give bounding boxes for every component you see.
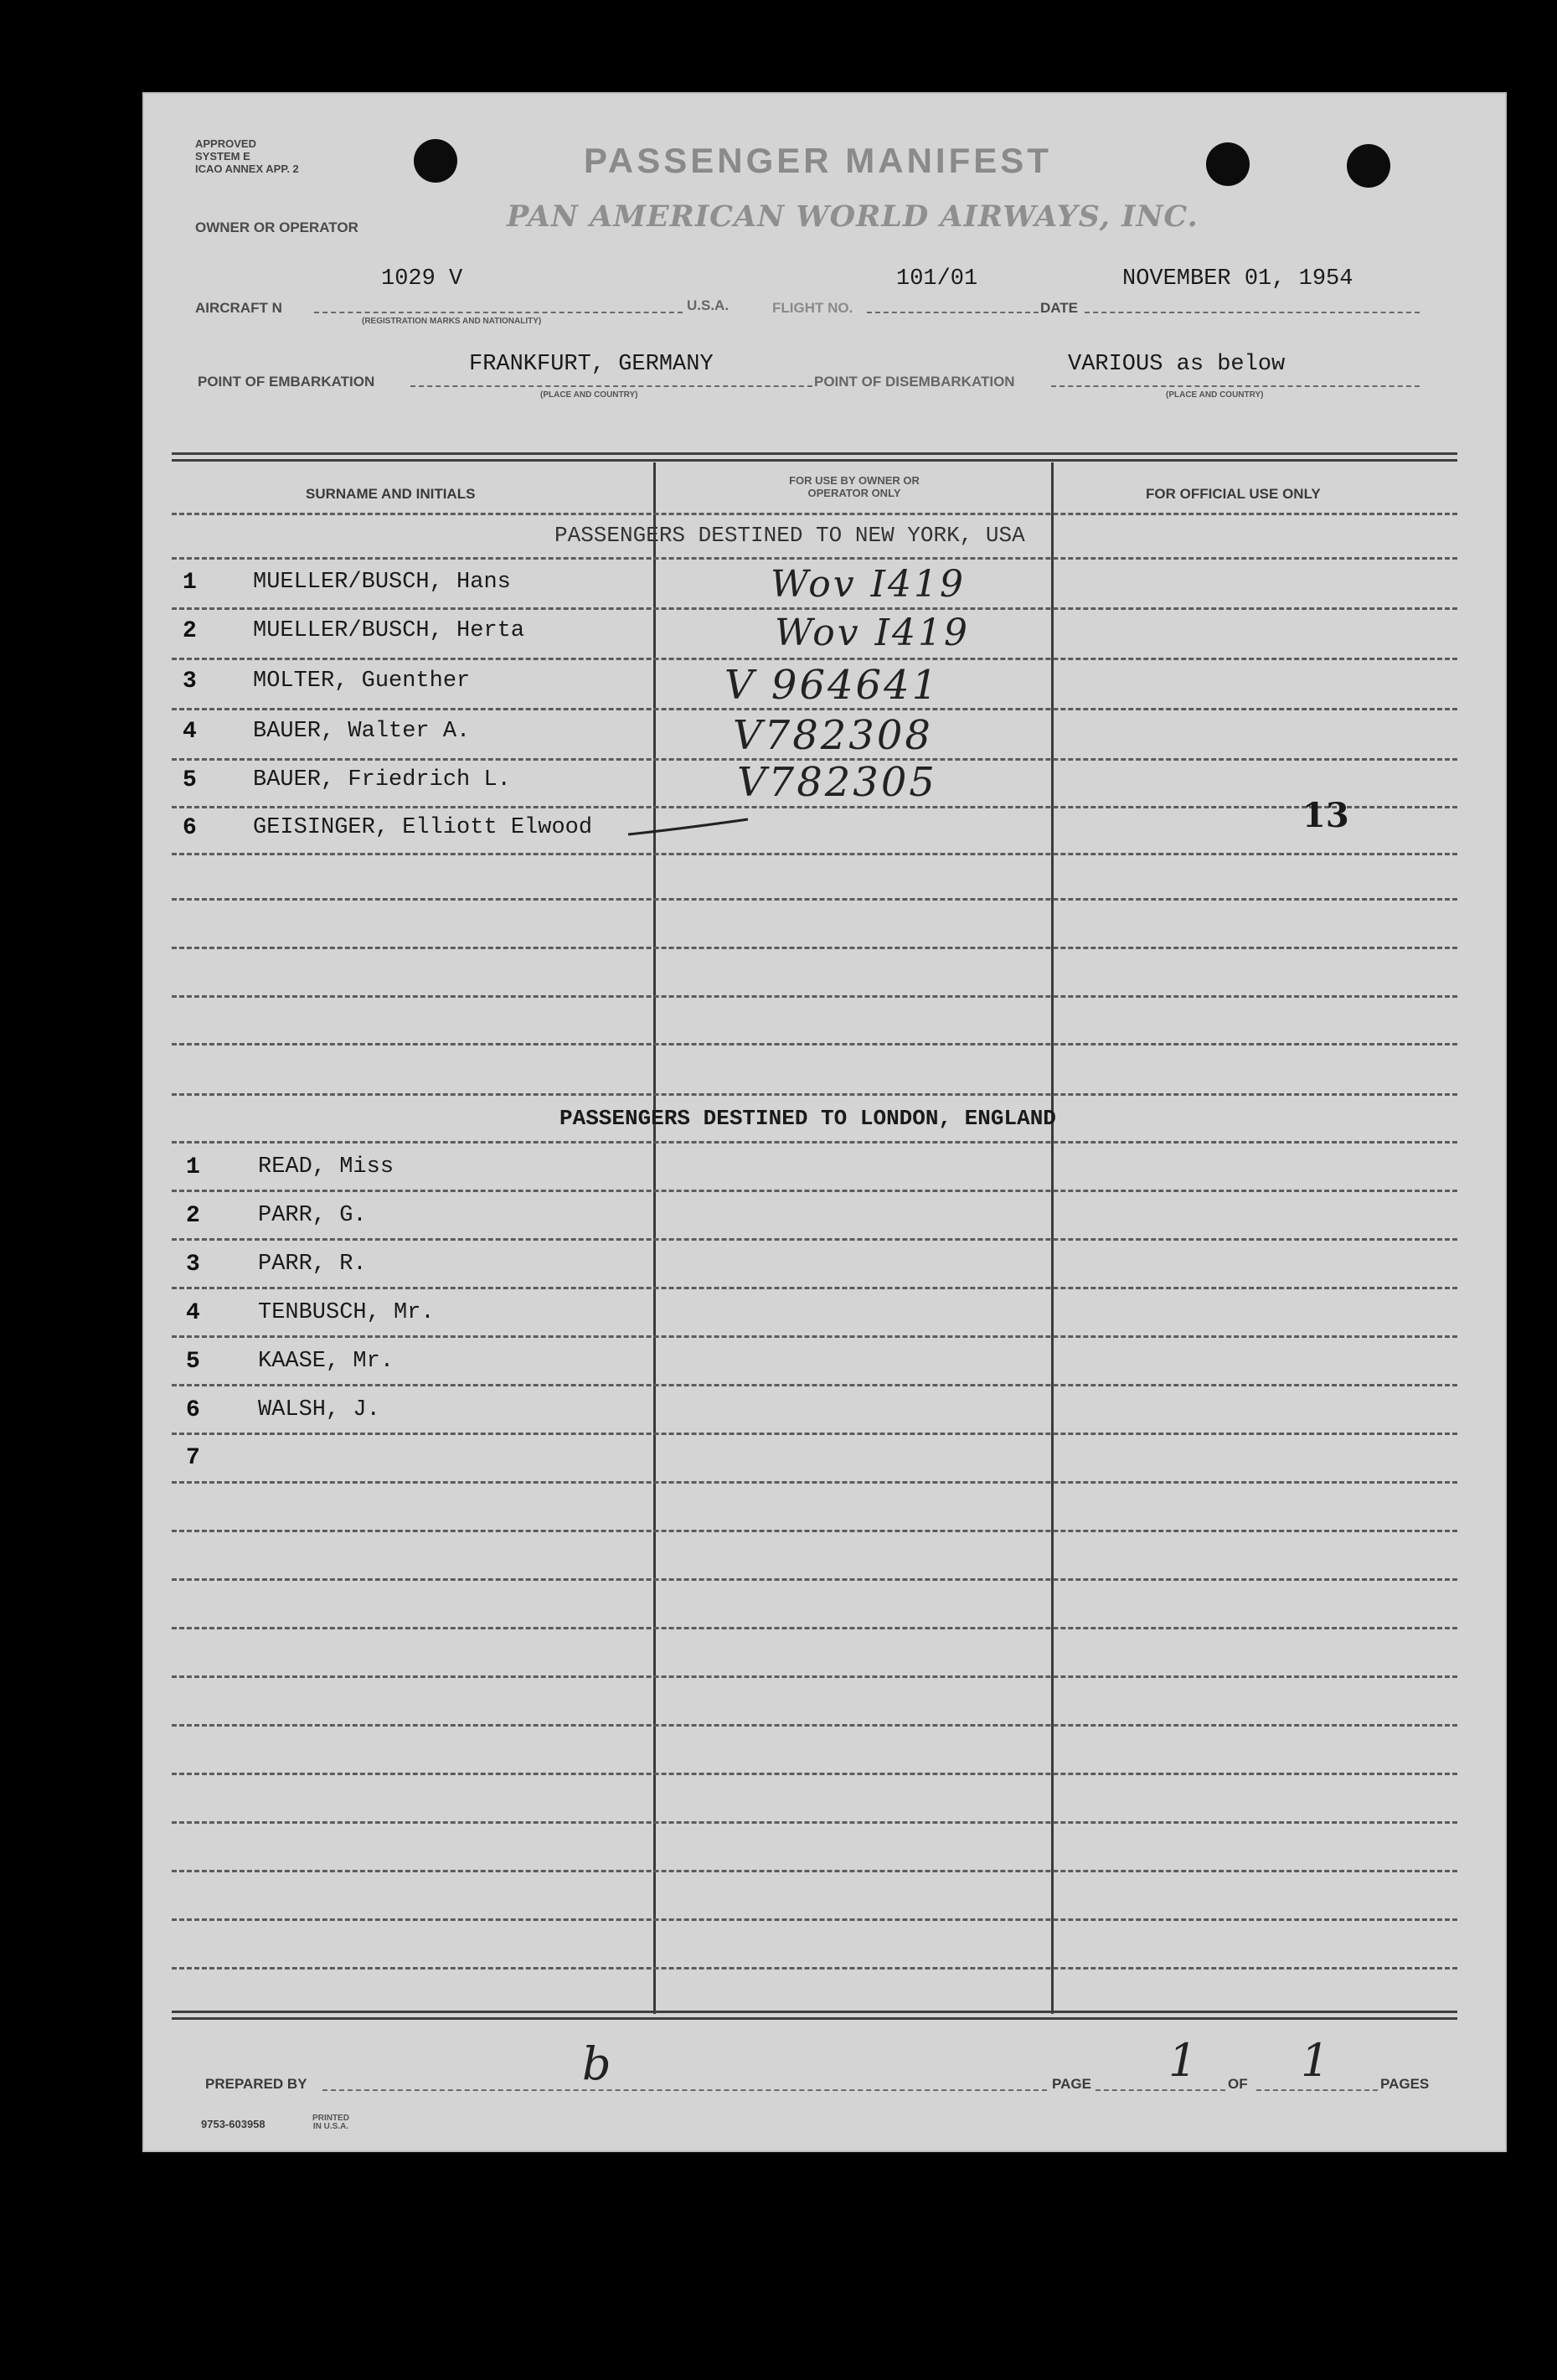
date-value: NOVEMBER 01, 1954	[1122, 266, 1353, 292]
row-number: 5	[183, 767, 197, 793]
date-label: DATE	[1040, 300, 1079, 316]
row-rule	[172, 708, 1457, 710]
page-label: PAGE	[1052, 2076, 1091, 2092]
passenger-name: GEISINGER, Elliott Elwood	[253, 815, 593, 840]
row-number: 6	[183, 815, 197, 841]
column-header-surname: SURNAME AND INITIALS	[306, 486, 476, 502]
row-rule	[172, 1530, 1457, 1532]
row-rule	[172, 557, 1457, 560]
row-rule	[172, 1578, 1457, 1581]
disembark-caption: (PLACE AND COUNTRY)	[1166, 390, 1264, 400]
owner-note: Wov I419	[775, 612, 970, 654]
row-rule	[172, 1384, 1457, 1386]
passenger-name: BAUER, Friedrich L.	[253, 767, 511, 792]
row-rule	[172, 1821, 1457, 1824]
row-rule	[172, 898, 1457, 901]
row-rule	[172, 1724, 1457, 1727]
row-number: 5	[186, 1349, 200, 1375]
row-rule	[172, 1043, 1457, 1045]
prepared-underline	[322, 2089, 1047, 2091]
row-rule	[172, 1335, 1457, 1338]
row-rule	[172, 1967, 1457, 1970]
owner-note: Wov I419	[771, 563, 966, 606]
page-value: 1	[1168, 2034, 1200, 2087]
registration-caption: (REGISTRATION MARKS AND NATIONALITY)	[362, 317, 542, 326]
row-rule	[172, 1287, 1457, 1289]
row-rule	[172, 806, 1457, 808]
row-number: 2	[186, 1203, 200, 1229]
row-rule	[172, 1627, 1457, 1629]
punch-hole-right-1	[1206, 142, 1250, 186]
owner-note: V 964641	[724, 662, 941, 709]
form-number: 9753-603958	[201, 2118, 266, 2130]
row-rule	[172, 607, 1457, 610]
punch-hole-right-2	[1347, 144, 1390, 188]
row-rule	[172, 1675, 1457, 1678]
passenger-name: BAUER, Walter A.	[253, 719, 471, 744]
row-rule	[172, 1433, 1457, 1435]
pages-label: PAGES	[1380, 2076, 1430, 2092]
embark-underline	[410, 385, 812, 387]
row-rule	[172, 1093, 1457, 1096]
passenger-name: MUELLER/BUSCH, Herta	[253, 618, 525, 643]
disembark-underline	[1051, 385, 1420, 387]
punch-hole-left	[414, 139, 457, 183]
disembark-label: POINT OF DISEMBARKATION	[814, 374, 1015, 390]
owner-value: PAN AMERICAN WORLD AIRWAYS, INC.	[507, 199, 1199, 234]
usa-label: U.S.A.	[687, 297, 730, 313]
approval-block: APPROVED SYSTEM E ICAO ANNEX APP. 2	[195, 137, 299, 175]
row-number: 7	[186, 1445, 200, 1471]
passenger-name: PARR, R.	[258, 1252, 367, 1277]
aircraft-value: 1029 V	[381, 266, 463, 292]
section-heading-london: PASSENGERS DESTINED TO LONDON, ENGLAND	[559, 1106, 1056, 1131]
passenger-name: MUELLER/BUSCH, Hans	[253, 570, 511, 595]
form-title: PASSENGER MANIFEST	[584, 141, 1052, 180]
passenger-name: KAASE, Mr.	[258, 1349, 394, 1374]
passenger-name: MOLTER, Guenther	[253, 669, 471, 694]
column-header-official: FOR OFFICIAL USE ONLY	[1146, 486, 1321, 502]
row-rule	[172, 995, 1457, 998]
prepared-signature: b	[582, 2037, 614, 2090]
embark-value: FRANKFURT, GERMANY	[469, 352, 714, 377]
passenger-name: PARR, G.	[258, 1203, 367, 1228]
row-number: 3	[186, 1252, 200, 1278]
page-underline	[1096, 2089, 1225, 2091]
flight-underline	[867, 312, 1039, 313]
passenger-name: READ, Miss	[258, 1154, 394, 1180]
disembark-value: VARIOUS as below	[1068, 352, 1286, 377]
passenger-name: WALSH, J.	[258, 1397, 380, 1422]
row-number: 6	[186, 1397, 200, 1423]
aircraft-label: AIRCRAFT N	[195, 300, 282, 316]
row-rule	[172, 853, 1457, 855]
owner-label: OWNER OR OPERATOR	[195, 219, 358, 235]
date-underline	[1085, 312, 1420, 313]
row-number: 4	[183, 719, 197, 745]
row-rule	[172, 1870, 1457, 1872]
printed-stamp: PRINTED IN U.S.A.	[312, 2114, 349, 2131]
row-rule	[172, 947, 1457, 949]
owner-note: V782308	[733, 712, 933, 759]
row-rule	[172, 1190, 1457, 1192]
column-header-owner: FOR USE BY OWNER OR OPERATOR ONLY	[789, 474, 920, 499]
row-rule	[172, 1238, 1457, 1241]
passenger-name: TENBUSCH, Mr.	[258, 1300, 435, 1325]
row-rule	[172, 1773, 1457, 1775]
embark-caption: (PLACE AND COUNTRY)	[540, 390, 638, 400]
official-mark: 13	[1302, 796, 1349, 835]
row-rule	[172, 1918, 1457, 1921]
flight-value: 101/01	[896, 266, 978, 292]
table-bottom-rule	[172, 2011, 1457, 2020]
section-heading-new-york: PASSENGERS DESTINED TO NEW YORK, USA	[554, 523, 1025, 548]
flight-label: FLIGHT NO.	[772, 300, 853, 316]
row-rule	[172, 1141, 1457, 1144]
row-number: 1	[183, 570, 197, 596]
row-number: 3	[183, 669, 197, 694]
embark-label: POINT OF EMBARKATION	[198, 374, 375, 390]
of-label: OF	[1228, 2076, 1248, 2092]
owner-note: V782305	[737, 759, 937, 806]
of-value: 1	[1301, 2034, 1333, 2087]
of-underline	[1256, 2089, 1378, 2091]
row-number: 4	[186, 1300, 200, 1326]
header-rule	[172, 513, 1457, 515]
row-rule	[172, 658, 1457, 660]
handwritten-stroke	[626, 814, 752, 839]
table-top-rule	[172, 452, 1457, 462]
row-number: 2	[183, 618, 197, 644]
row-rule	[172, 1481, 1457, 1484]
aircraft-underline	[314, 312, 683, 313]
row-number: 1	[186, 1154, 200, 1180]
prepared-label: PREPARED BY	[205, 2076, 307, 2092]
